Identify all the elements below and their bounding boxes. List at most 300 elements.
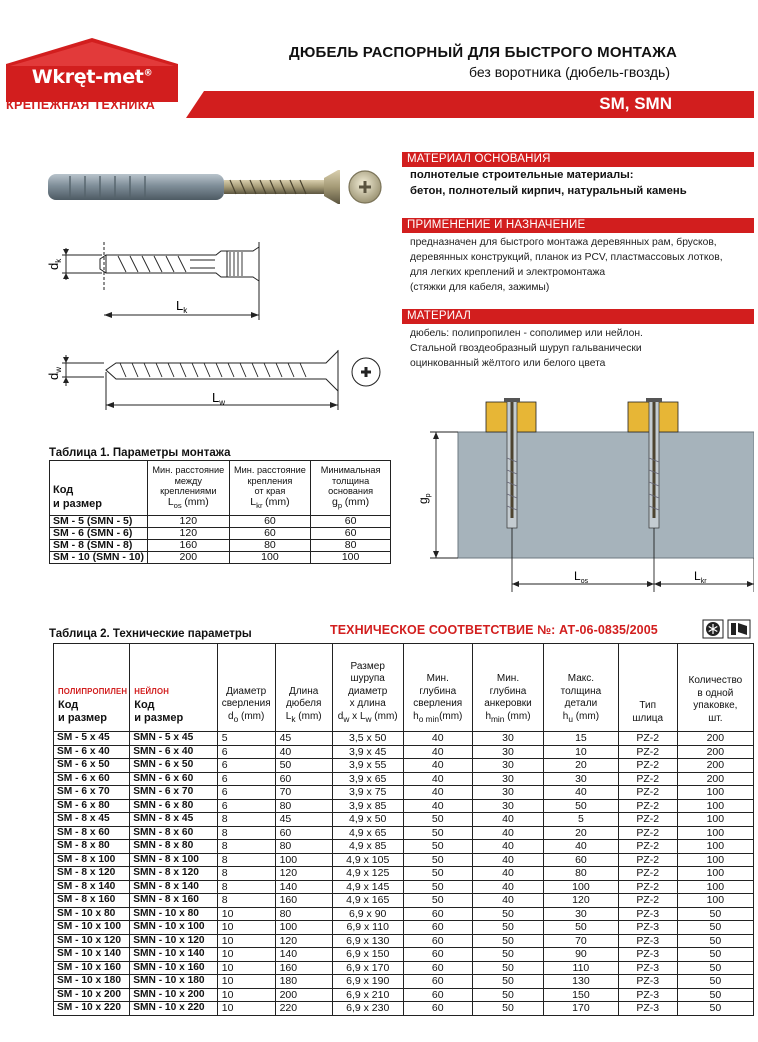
table2-cell: 140	[275, 880, 332, 894]
table2-cell: 60	[403, 1002, 472, 1016]
table2-cell: 60	[275, 772, 332, 786]
table2-cell: 6,9 x 170	[332, 961, 403, 975]
table2-cell: 10	[217, 948, 275, 962]
dowel-photo	[48, 170, 381, 204]
technical-params-body	[54, 732, 754, 1016]
table2-cell: 160	[275, 961, 332, 975]
table2-cell: 50	[677, 907, 753, 921]
dim-dw-label: $d_w$	[46, 366, 63, 380]
table2-cell: 50	[403, 840, 472, 854]
table2-header-anchor-depth: Мин. глубина анкеровки $h_{min}$ (mm)	[472, 644, 543, 732]
table2-cell: SM - 8 x 60	[54, 826, 130, 840]
table1-cell: 60	[229, 515, 311, 527]
table2-cell: 30	[472, 786, 543, 800]
table2-cell: 200	[677, 745, 753, 759]
table2-cell: 6	[217, 786, 275, 800]
table2-cell: SM - 8 x 80	[54, 840, 130, 854]
table2-cell: 50	[403, 813, 472, 827]
table2-cell: 60	[275, 826, 332, 840]
table2-cell: 10	[217, 975, 275, 989]
table2-cell: 8	[217, 867, 275, 881]
table2-cell: 40	[403, 786, 472, 800]
table2-cell: 8	[217, 853, 275, 867]
table2-cell: 50	[472, 975, 543, 989]
table2-cell: PZ-3	[618, 934, 677, 948]
product-code: SM, SMN	[599, 94, 672, 113]
table2-cell: 50	[472, 921, 543, 935]
table2-cell: 6	[217, 759, 275, 773]
application-line-3: для легких креплений и электромонтажа	[410, 267, 606, 278]
table1-header-edge-distance: Мин. расстояние крепления от края $L_{kr}$ (mm)	[229, 461, 311, 516]
table2-title: Таблица 2. Технические параметры	[49, 628, 252, 640]
table2-cell: SMN - 6 x 80	[130, 799, 218, 813]
table2-cell: SMN - 10 x 120	[130, 934, 218, 948]
logo-registered-mark: ®	[143, 68, 153, 79]
table2-cell: 200	[677, 772, 753, 786]
table2-cell: 100	[275, 921, 332, 935]
table2-cell: 50	[403, 853, 472, 867]
table2-cell: SMN - 10 x 220	[130, 1002, 218, 1016]
table2-cell: 100	[677, 880, 753, 894]
table2-cell: SMN - 10 x 80	[130, 907, 218, 921]
table2-cell: SM - 6 x 40	[54, 745, 130, 759]
table2-cell: SMN - 10 x 180	[130, 975, 218, 989]
table2-cell: SM - 10 x 200	[54, 988, 130, 1002]
table2-cell: 50	[472, 907, 543, 921]
table2-cell: PZ-2	[618, 840, 677, 854]
table2-cell: 40	[275, 745, 332, 759]
table2-cell: 30	[472, 745, 543, 759]
table2-cell: 60	[403, 934, 472, 948]
table2-cell: 60	[403, 948, 472, 962]
table2-cell: 10	[544, 745, 619, 759]
base-material-line-1: полнотелые строительные материалы:	[410, 169, 634, 181]
table2-cell: SMN - 8 x 160	[130, 894, 218, 908]
table2-cell: SMN - 8 x 80	[130, 840, 218, 854]
table2-cell: PZ-2	[618, 867, 677, 881]
table2-cell: 10	[217, 934, 275, 948]
table2-cell: PZ-2	[618, 772, 677, 786]
table2-cell: 40	[472, 813, 543, 827]
dim-gp-label: $g_p$	[416, 493, 432, 504]
table1-cell: SM - 5 (SMN - 5)	[50, 515, 148, 527]
table-row	[50, 539, 391, 551]
table-row	[54, 732, 754, 746]
table2-header-nylon-kod: НЕЙЛОН Код и размер	[130, 644, 218, 732]
table2-cell: SM - 10 x 80	[54, 907, 130, 921]
table2-header-row	[54, 644, 754, 732]
table2-cell: 50	[275, 759, 332, 773]
table2-cell: 50	[403, 880, 472, 894]
table2-cell: 30	[544, 907, 619, 921]
brand-subtitle: КРЕПЁЖНАЯ ТЕХНИКА	[6, 98, 156, 112]
table-row	[54, 880, 754, 894]
table2-cell: 20	[544, 759, 619, 773]
table2-cell: 50	[677, 988, 753, 1002]
certification-icons	[702, 619, 754, 639]
table2-cell: 100	[677, 799, 753, 813]
table2-cell: SM - 8 x 45	[54, 813, 130, 827]
table2-cell: 10	[217, 961, 275, 975]
table2-cell: 30	[472, 772, 543, 786]
table2-cell: PZ-3	[618, 948, 677, 962]
table2-header-drill-diameter: Диаметр сверления $d_o$ (mm)	[217, 644, 275, 732]
table2-cell: 40	[472, 894, 543, 908]
table-row	[54, 799, 754, 813]
table1-cell: 60	[311, 515, 391, 527]
table-row	[54, 934, 754, 948]
table2-cell: 3,9 x 55	[332, 759, 403, 773]
dim-lw-label: $L_w$	[212, 390, 226, 407]
table2-cell: 4,9 x 105	[332, 853, 403, 867]
table2-cell: 40	[472, 853, 543, 867]
table2-cell: 6,9 x 190	[332, 975, 403, 989]
table-row	[54, 988, 754, 1002]
table2-cell: 3,9 x 65	[332, 772, 403, 786]
base-material-line-2: бетон, полнотелый кирпич, натуральный камень	[410, 185, 687, 197]
table2-cell: SM - 10 x 140	[54, 948, 130, 962]
table2-cell: 6,9 x 230	[332, 1002, 403, 1016]
table-row	[54, 867, 754, 881]
table2-cell: 4,9 x 125	[332, 867, 403, 881]
table-row	[54, 894, 754, 908]
table2-header-pp-kod: ПОЛИПРОПИЛЕН Код и размер	[54, 644, 130, 732]
table2-cell: 10	[217, 921, 275, 935]
page-subtitle: без воротника (дюбель-гвоздь)	[469, 64, 670, 80]
table-row	[54, 786, 754, 800]
table2-cell: 6,9 x 150	[332, 948, 403, 962]
table1-cell: 120	[147, 527, 229, 539]
product-drawings	[40, 150, 400, 420]
table2-cell: PZ-2	[618, 853, 677, 867]
table2-cell: 200	[677, 732, 753, 746]
table2-cell: SMN - 6 x 50	[130, 759, 218, 773]
table2-cell: 6,9 x 130	[332, 934, 403, 948]
table2-cell: SMN - 10 x 100	[130, 921, 218, 935]
table2-cell: SM - 6 x 60	[54, 772, 130, 786]
table2-cell: PZ-3	[618, 975, 677, 989]
table2-cell: 90	[544, 948, 619, 962]
table2-cell: 40	[403, 772, 472, 786]
table2-cell: SM - 6 x 80	[54, 799, 130, 813]
table2-cell: 100	[544, 880, 619, 894]
table2-cell: 200	[677, 759, 753, 773]
material-line-2: Стальной гвоздеобразный шуруп гальванически	[410, 343, 642, 354]
table2-header-drill-depth: Мин. глубина сверления $h_{o min}(mm)$	[403, 644, 472, 732]
table2-cell: 70	[544, 934, 619, 948]
table2-cell: SM - 10 x 120	[54, 934, 130, 948]
table2-cell: 50	[472, 948, 543, 962]
table2-cell: SMN - 6 x 60	[130, 772, 218, 786]
table-row	[54, 948, 754, 962]
table2-cell: 80	[275, 907, 332, 921]
table2-cell: PZ-3	[618, 1002, 677, 1016]
dim-los-label: $L_{os}$	[574, 569, 589, 585]
table2-cell: 50	[677, 961, 753, 975]
table2-cell: PZ-2	[618, 732, 677, 746]
table2-cell: 50	[472, 988, 543, 1002]
table-row	[54, 961, 754, 975]
installation-scheme	[400, 398, 754, 598]
table2-cell: 45	[275, 732, 332, 746]
table2-cell: 100	[677, 853, 753, 867]
snowflake-icon	[703, 620, 723, 638]
table2-header-slot-type: Тип шлица	[618, 644, 677, 732]
table2-cell: 40	[472, 867, 543, 881]
table1-header-min-spacing: Мин. расстояние между креплениями $L_{os}$ (mm)	[147, 461, 229, 516]
table2-cell: 4,9 x 50	[332, 813, 403, 827]
table2-cell: 50	[403, 867, 472, 881]
table2-cell: 8	[217, 813, 275, 827]
table2-cell: SMN - 8 x 100	[130, 853, 218, 867]
table2-cell: 120	[275, 934, 332, 948]
table-row	[54, 772, 754, 786]
table2-cell: SMN - 8 x 140	[130, 880, 218, 894]
table2-cell: 50	[472, 934, 543, 948]
table2-cell: 120	[275, 867, 332, 881]
table2-cell: PZ-2	[618, 813, 677, 827]
table2-cell: 100	[275, 853, 332, 867]
table2-cell: 50	[544, 799, 619, 813]
table1-cell: SM - 6 (SMN - 6)	[50, 527, 148, 539]
table2-cell: 6,9 x 110	[332, 921, 403, 935]
dim-lk-label: $L_k$	[176, 298, 188, 315]
table2-cell: SM - 10 x 180	[54, 975, 130, 989]
table2-cell: 80	[275, 840, 332, 854]
table2-cell: 50	[403, 826, 472, 840]
table2-header-screw-size: Размер шурупа диаметр х длина $d_w$ x $L_w$ (mm)	[332, 644, 403, 732]
table2-cell: 60	[403, 975, 472, 989]
table2-cell: 180	[275, 975, 332, 989]
table1-cell: 120	[147, 515, 229, 527]
table1-title: Таблица 1. Параметры монтажа	[49, 447, 231, 459]
table2-cell: SM - 10 x 220	[54, 1002, 130, 1016]
table2-cell: 60	[403, 961, 472, 975]
table2-cell: 60	[403, 921, 472, 935]
dowel-drawing	[62, 242, 259, 320]
table2-cell: 4,9 x 85	[332, 840, 403, 854]
table1-cell: SM - 8 (SMN - 8)	[50, 539, 148, 551]
table2-cell: 10	[217, 907, 275, 921]
table2-cell: SM - 10 x 160	[54, 961, 130, 975]
table2-cell: 100	[677, 826, 753, 840]
table2-header-pack-qty: Количество в одной упаковке, шт.	[677, 644, 753, 732]
table2-cell: 30	[472, 799, 543, 813]
table2-cell: SMN - 8 x 120	[130, 867, 218, 881]
table2-cell: SM - 5 x 45	[54, 732, 130, 746]
table2-cell: 15	[544, 732, 619, 746]
table2-cell: 80	[544, 867, 619, 881]
table1-cell: SM - 10 (SMN - 10)	[50, 551, 148, 563]
table2-cell: SM - 8 x 120	[54, 867, 130, 881]
table-row	[54, 975, 754, 989]
application-line-4: (стяжки для кабеля, зажимы)	[410, 282, 550, 293]
table2-cell: 100	[677, 894, 753, 908]
page-title: ДЮБЕЛЬ РАСПОРНЫЙ ДЛЯ БЫСТРОГО МОНТАЖА	[288, 44, 677, 61]
table2-cell: 40	[403, 799, 472, 813]
certificate-number: ТЕХНИЧЕСКОЕ СООТВЕТСТВИЕ №: АТ-06-0835/2005	[330, 623, 658, 637]
table2-cell: 6	[217, 799, 275, 813]
table2-cell: PZ-3	[618, 988, 677, 1002]
table2-cell: 60	[403, 988, 472, 1002]
logo-text: Wkręt-met®	[31, 66, 153, 88]
table2-cell: 60	[544, 853, 619, 867]
application-line-2: деревянных конструкций, планок из PCV, пластмассовых лотков,	[410, 252, 723, 263]
table2-cell: 10	[217, 1002, 275, 1016]
concrete-icon	[728, 620, 750, 638]
application-line-1: предназначен для быстрого монтажа деревянных рам, брусков,	[410, 237, 717, 248]
table2-cell: 3,9 x 45	[332, 745, 403, 759]
table2-header-dowel-length: Длина дюбеля $L_k$ (mm)	[275, 644, 332, 732]
table1-cell: 100	[229, 551, 311, 563]
table2-cell: 40	[403, 759, 472, 773]
table-row	[54, 907, 754, 921]
table2-cell: 50	[677, 948, 753, 962]
table1-header-row	[50, 461, 391, 516]
table-row	[54, 921, 754, 935]
table2-cell: 4,9 x 65	[332, 826, 403, 840]
table2-cell: SMN - 6 x 70	[130, 786, 218, 800]
table2-cell: SM - 8 x 140	[54, 880, 130, 894]
table2-cell: 6	[217, 772, 275, 786]
table2-cell: 3,5 x 50	[332, 732, 403, 746]
table-row	[54, 1002, 754, 1016]
table2-cell: 50	[677, 975, 753, 989]
installation-params-table	[49, 460, 391, 564]
material-line-3: оцинкованный жёлтого или белого цвета	[410, 358, 606, 369]
technical-params-table	[53, 643, 754, 1016]
table2-cell: PZ-2	[618, 759, 677, 773]
base-material-heading: МАТЕРИАЛ ОСНОВАНИЯ	[402, 152, 754, 167]
table2-cell: 80	[275, 799, 332, 813]
table2-cell: 10	[217, 988, 275, 1002]
table2-cell: 40	[472, 840, 543, 854]
table2-cell: 30	[472, 759, 543, 773]
table2-cell: 50	[544, 921, 619, 935]
table1-cell: 100	[311, 551, 391, 563]
table2-cell: 40	[472, 826, 543, 840]
table2-cell: 220	[275, 1002, 332, 1016]
table2-cell: SMN - 10 x 160	[130, 961, 218, 975]
table2-cell: SMN - 8 x 60	[130, 826, 218, 840]
table2-cell: 50	[472, 961, 543, 975]
table2-cell: 8	[217, 894, 275, 908]
table2-cell: PZ-2	[618, 880, 677, 894]
table1-cell: 80	[311, 539, 391, 551]
table2-cell: 120	[544, 894, 619, 908]
table2-cell: PZ-2	[618, 745, 677, 759]
table-row	[54, 826, 754, 840]
table2-cell: 50	[472, 1002, 543, 1016]
table2-cell: 6,9 x 210	[332, 988, 403, 1002]
table2-cell: 50	[677, 934, 753, 948]
table2-cell: 40	[403, 732, 472, 746]
table2-cell: 20	[544, 826, 619, 840]
table2-cell: 45	[275, 813, 332, 827]
table2-cell: 200	[275, 988, 332, 1002]
table2-cell: SMN - 10 x 140	[130, 948, 218, 962]
table2-cell: PZ-3	[618, 961, 677, 975]
table2-cell: 6,9 x 90	[332, 907, 403, 921]
table2-cell: PZ-2	[618, 894, 677, 908]
table2-cell: 4,9 x 145	[332, 880, 403, 894]
table2-cell: 4,9 x 165	[332, 894, 403, 908]
table2-cell: 130	[544, 975, 619, 989]
table-row	[54, 853, 754, 867]
table-row	[50, 527, 391, 539]
table2-cell: 8	[217, 826, 275, 840]
table2-cell: 5	[217, 732, 275, 746]
table2-cell: 160	[275, 894, 332, 908]
table2-cell: SM - 8 x 100	[54, 853, 130, 867]
table-row	[50, 551, 391, 563]
table2-cell: 50	[677, 921, 753, 935]
table1-cell: 80	[229, 539, 311, 551]
table2-cell: SM - 6 x 70	[54, 786, 130, 800]
table1-cell: 60	[311, 527, 391, 539]
table2-cell: 100	[677, 867, 753, 881]
table2-cell: 8	[217, 880, 275, 894]
table1-header-base-thickness: Минимальная толщина основания $g_p$ (mm)	[311, 461, 391, 516]
table2-cell: 30	[544, 772, 619, 786]
table-row	[50, 515, 391, 527]
table-row	[54, 840, 754, 854]
table2-cell: 8	[217, 840, 275, 854]
table2-cell: 150	[544, 988, 619, 1002]
table2-cell: SMN - 5 x 45	[130, 732, 218, 746]
table2-cell: 100	[677, 840, 753, 854]
table1-cell: 160	[147, 539, 229, 551]
dim-dk-label: $d_k$	[46, 258, 63, 270]
table2-cell: 40	[544, 786, 619, 800]
table2-header-max-thickness: Макс. толщина детали $h_u$ (mm)	[544, 644, 619, 732]
table2-cell: 100	[677, 786, 753, 800]
table2-cell: SMN - 8 x 45	[130, 813, 218, 827]
table2-cell: 3,9 x 75	[332, 786, 403, 800]
material-heading: МАТЕРИАЛ	[402, 309, 754, 324]
material-line-1: дюбель: полипропилен - сополимер или нейлон.	[410, 328, 643, 339]
table2-cell: 40	[403, 745, 472, 759]
table1-cell: 60	[229, 527, 311, 539]
table2-cell: PZ-2	[618, 786, 677, 800]
table-row	[54, 745, 754, 759]
table2-cell: SMN - 6 x 40	[130, 745, 218, 759]
table2-cell: 70	[275, 786, 332, 800]
table-row	[54, 813, 754, 827]
table2-cell: 5	[544, 813, 619, 827]
table2-cell: PZ-2	[618, 826, 677, 840]
table2-cell: 50	[403, 894, 472, 908]
table1-cell: 200	[147, 551, 229, 563]
table2-cell: SM - 10 x 100	[54, 921, 130, 935]
table2-cell: 60	[403, 907, 472, 921]
table2-cell: SM - 6 x 50	[54, 759, 130, 773]
table1-header-kod: Код и размер	[50, 461, 148, 516]
application-heading: ПРИМЕНЕНИЕ И НАЗНАЧЕНИЕ	[402, 218, 754, 233]
table-row	[54, 759, 754, 773]
table2-cell: 110	[544, 961, 619, 975]
table2-cell: 140	[275, 948, 332, 962]
table2-cell: PZ-3	[618, 907, 677, 921]
table2-cell: 40	[472, 880, 543, 894]
table2-cell: 3,9 x 85	[332, 799, 403, 813]
table2-cell: SMN - 10 x 200	[130, 988, 218, 1002]
table2-cell: PZ-2	[618, 799, 677, 813]
table2-cell: 170	[544, 1002, 619, 1016]
dim-lkr-label: $L_{kr}$	[694, 569, 707, 585]
table2-cell: 6	[217, 745, 275, 759]
table2-cell: 100	[677, 813, 753, 827]
